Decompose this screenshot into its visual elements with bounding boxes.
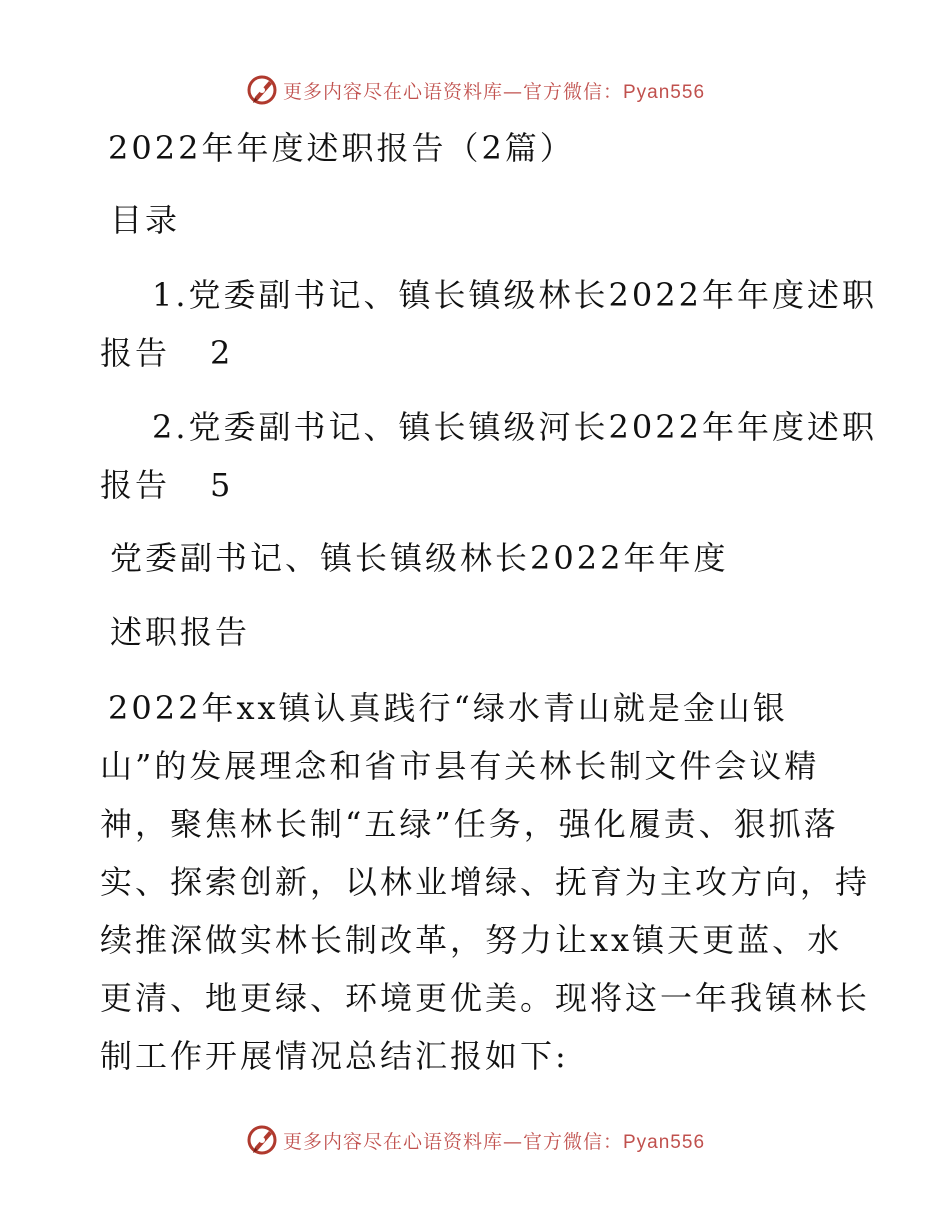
section-title-line1: 党委副书记、镇长镇级林长2022年年度: [110, 539, 729, 577]
toc-item-2-line2[interactable]: [100, 465, 233, 505]
section-title-line2: 述职报告: [110, 613, 251, 651]
toc-heading: 目录: [110, 201, 181, 239]
banner-separator: —: [502, 80, 523, 103]
toc-item-2-line1[interactable]: 2.党委副书记、镇长镇级河长2022年年度述职: [152, 408, 877, 446]
banner-wechat-label: 官方微信：: [522, 1130, 623, 1153]
pen-logo-icon: [245, 1123, 279, 1157]
toc-item-2-text: 报告: [100, 466, 171, 504]
toc-item-2-page: 5: [210, 466, 234, 504]
body-line-4: 实、探索创新，以林业增绿、抚育为主攻方向，持: [100, 863, 871, 901]
footer-watermark-banner: [0, 1120, 950, 1160]
banner-wechat-label: 官方微信：: [522, 80, 623, 103]
body-line-2: 山”的发展理念和省市县有关林长制文件会议精: [100, 747, 820, 785]
banner-main-text: 更多内容尽在心语资料库: [282, 1130, 503, 1153]
banner-wechat-id: Pyan556: [623, 81, 706, 103]
document-title: 2022年年度述职报告（2篇）: [108, 129, 575, 167]
toc-item-1-text: 报告: [100, 334, 171, 372]
toc-item-1-page: 2: [210, 334, 234, 372]
body-line-3: 神，聚焦林长制“五绿”任务，强化履责、狠抓落: [100, 805, 839, 843]
banner-main-text: 更多内容尽在心语资料库: [282, 80, 503, 103]
body-line-1: 2022年xx镇认真践行“绿水青山就是金山银: [108, 689, 788, 727]
body-line-7: 制工作开展情况总结汇报如下:: [100, 1037, 569, 1075]
body-line-5: 续推深做实林长制改革，努力让xx镇天更蓝、水: [100, 921, 843, 959]
toc-item-1-line1[interactable]: 1.党委副书记、镇长镇级林长2022年年度述职: [152, 276, 877, 314]
pen-logo-icon: [245, 73, 279, 107]
header-watermark-banner: [0, 70, 950, 110]
banner-wechat-id: Pyan556: [623, 1131, 706, 1153]
toc-item-1-line2[interactable]: [100, 333, 233, 373]
banner-separator: —: [502, 1130, 523, 1153]
body-line-6: 更清、地更绿、环境更优美。现将这一年我镇林长: [100, 979, 871, 1017]
